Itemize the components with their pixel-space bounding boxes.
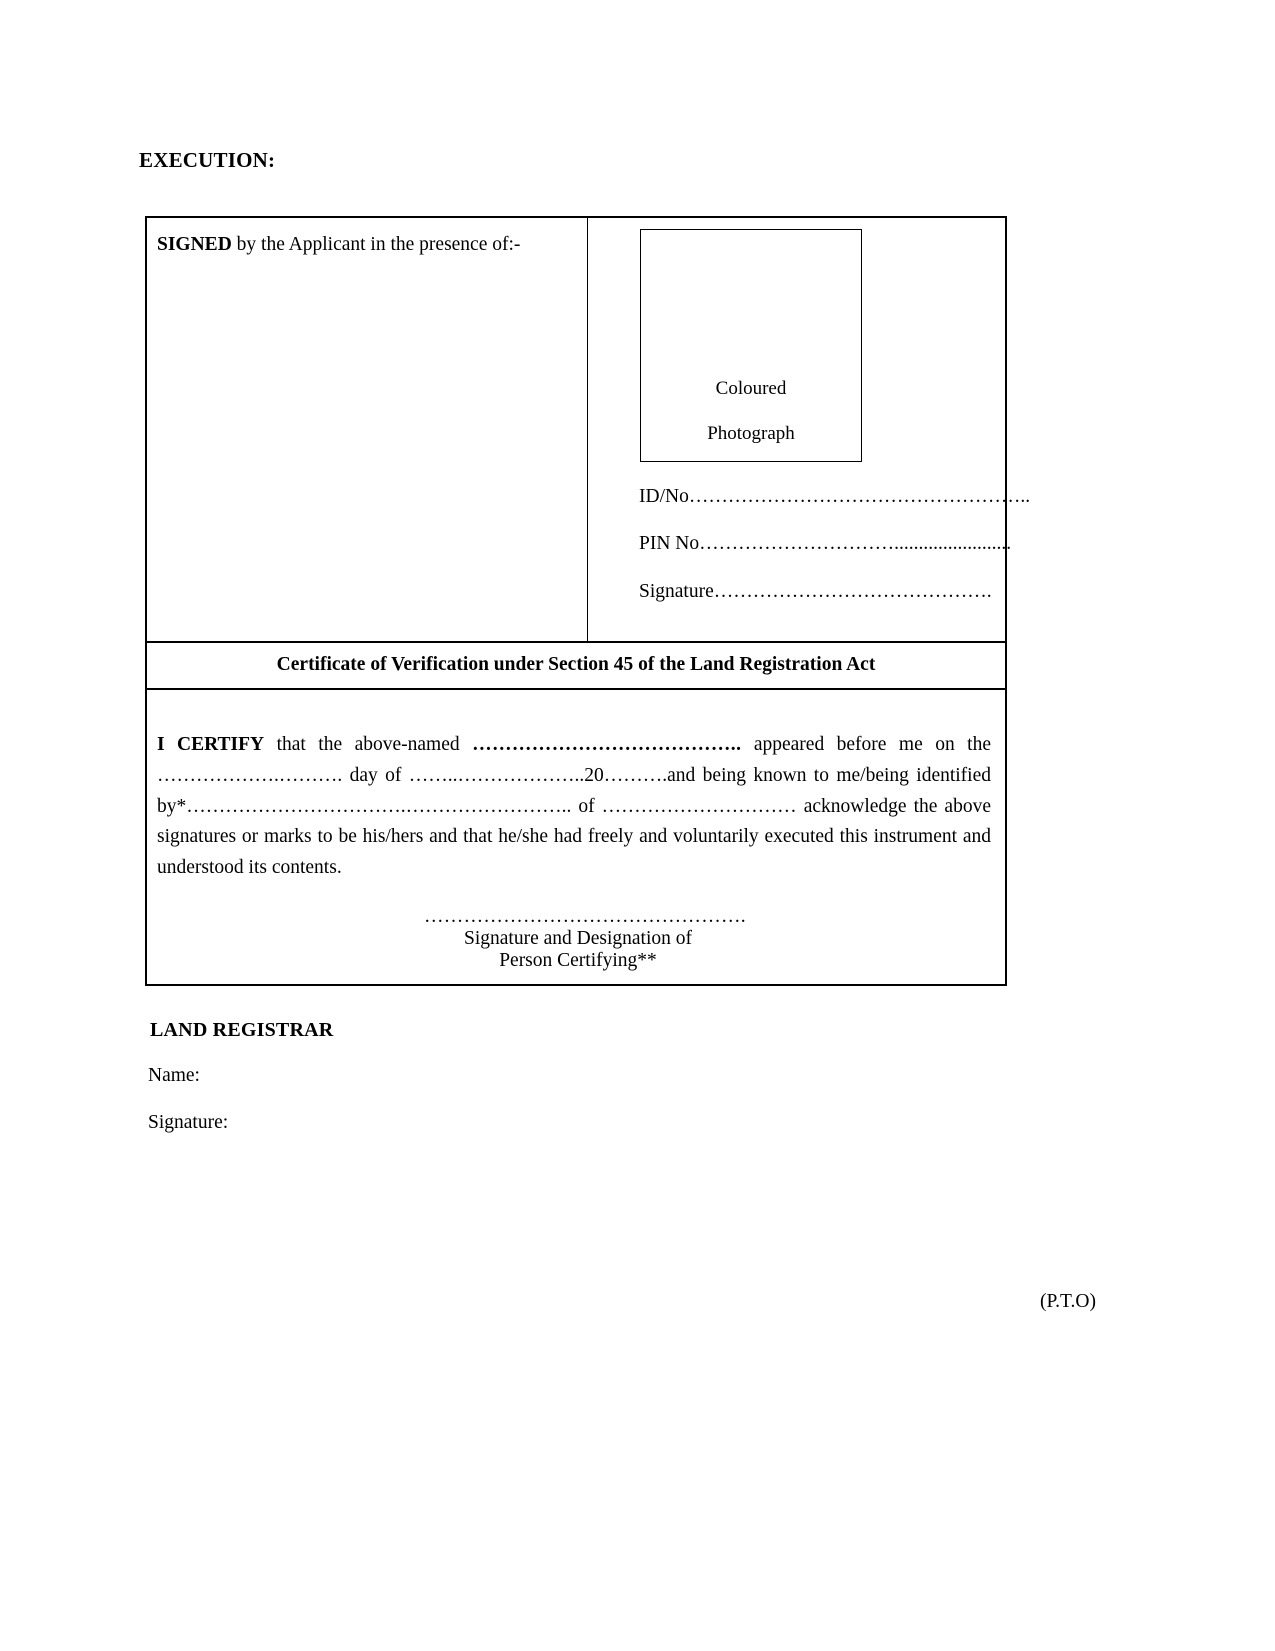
certify-segment-6: of: [571, 795, 602, 817]
page-turn-over-note: (P.T.O): [1040, 1291, 1096, 1312]
photo-and-identity-cell: [588, 218, 1031, 641]
certificate-body-row: [147, 690, 1005, 984]
land-registrar-name-label[interactable]: Name:: [148, 1065, 200, 1086]
applicant-signature-field[interactable]: [639, 581, 992, 603]
certify-paragraph: [157, 730, 991, 884]
certificate-title-row: Certificate of Verification under Section 45 of the Land Registration Act: [147, 643, 1005, 690]
land-registrar-signature-label[interactable]: Signature:: [148, 1112, 229, 1133]
certify-segment-2: appeared before me on the: [741, 734, 991, 755]
signed-bold-word: SIGNED: [157, 234, 232, 255]
photo-placeholder-line2: Photograph: [707, 423, 795, 444]
certifier-caption-line1: Signature and Designation of: [464, 927, 692, 949]
signed-rest-text: by the Applicant in the presence of:-: [231, 234, 521, 255]
signed-by-cell: [147, 218, 588, 641]
signed-by-label: [157, 232, 587, 257]
execution-table: [145, 216, 1031, 986]
applicant-signature-label: Signature: [639, 581, 714, 602]
certify-segment-5: and being known to me/being identified by*: [157, 764, 992, 817]
certify-blank-of[interactable]: …………………………: [601, 795, 797, 817]
certifier-signature-line[interactable]: ………………………………………….: [424, 905, 746, 927]
certify-blank-month[interactable]: ……..………………..: [408, 764, 585, 786]
coloured-photograph-box: [640, 229, 862, 462]
certify-blank-day[interactable]: ……………….……….: [157, 764, 343, 786]
certifier-signature-block: [157, 906, 991, 972]
id-number-dots: ……………………………………………..: [688, 486, 1031, 507]
pin-number-label: PIN No: [639, 533, 700, 554]
certify-blank-name[interactable]: …………………………………..: [472, 734, 742, 755]
certify-blank-identified-by[interactable]: …………………………….……………………..: [186, 795, 572, 817]
certify-segment-7: acknowledge the above signatures or marks to be his/hers and that he/she had freely and voluntarily executed this instrument and understood its contents.: [157, 795, 991, 879]
id-number-field[interactable]: [639, 486, 1030, 508]
certify-year-prefix: 20: [584, 764, 604, 786]
page-title: EXECUTION:: [139, 148, 276, 172]
photo-placeholder-line1: Coloured: [715, 378, 787, 399]
id-number-label: ID/No: [639, 486, 689, 507]
certify-segment-1: that the above-named: [264, 734, 473, 755]
table-row-signed: [147, 218, 1031, 643]
certify-blank-year[interactable]: ……….: [603, 764, 668, 786]
pin-number-field[interactable]: [639, 533, 1011, 555]
certify-bold-lead: I CERTIFY: [157, 734, 265, 755]
applicant-signature-dots: …………………………………….: [713, 581, 992, 602]
certifier-caption-line2: Person Certifying**: [499, 949, 657, 971]
certify-segment-3: day of: [342, 764, 409, 786]
pin-number-dots: …………………………........................: [699, 533, 1012, 554]
land-registrar-heading: LAND REGISTRAR: [150, 1019, 334, 1041]
